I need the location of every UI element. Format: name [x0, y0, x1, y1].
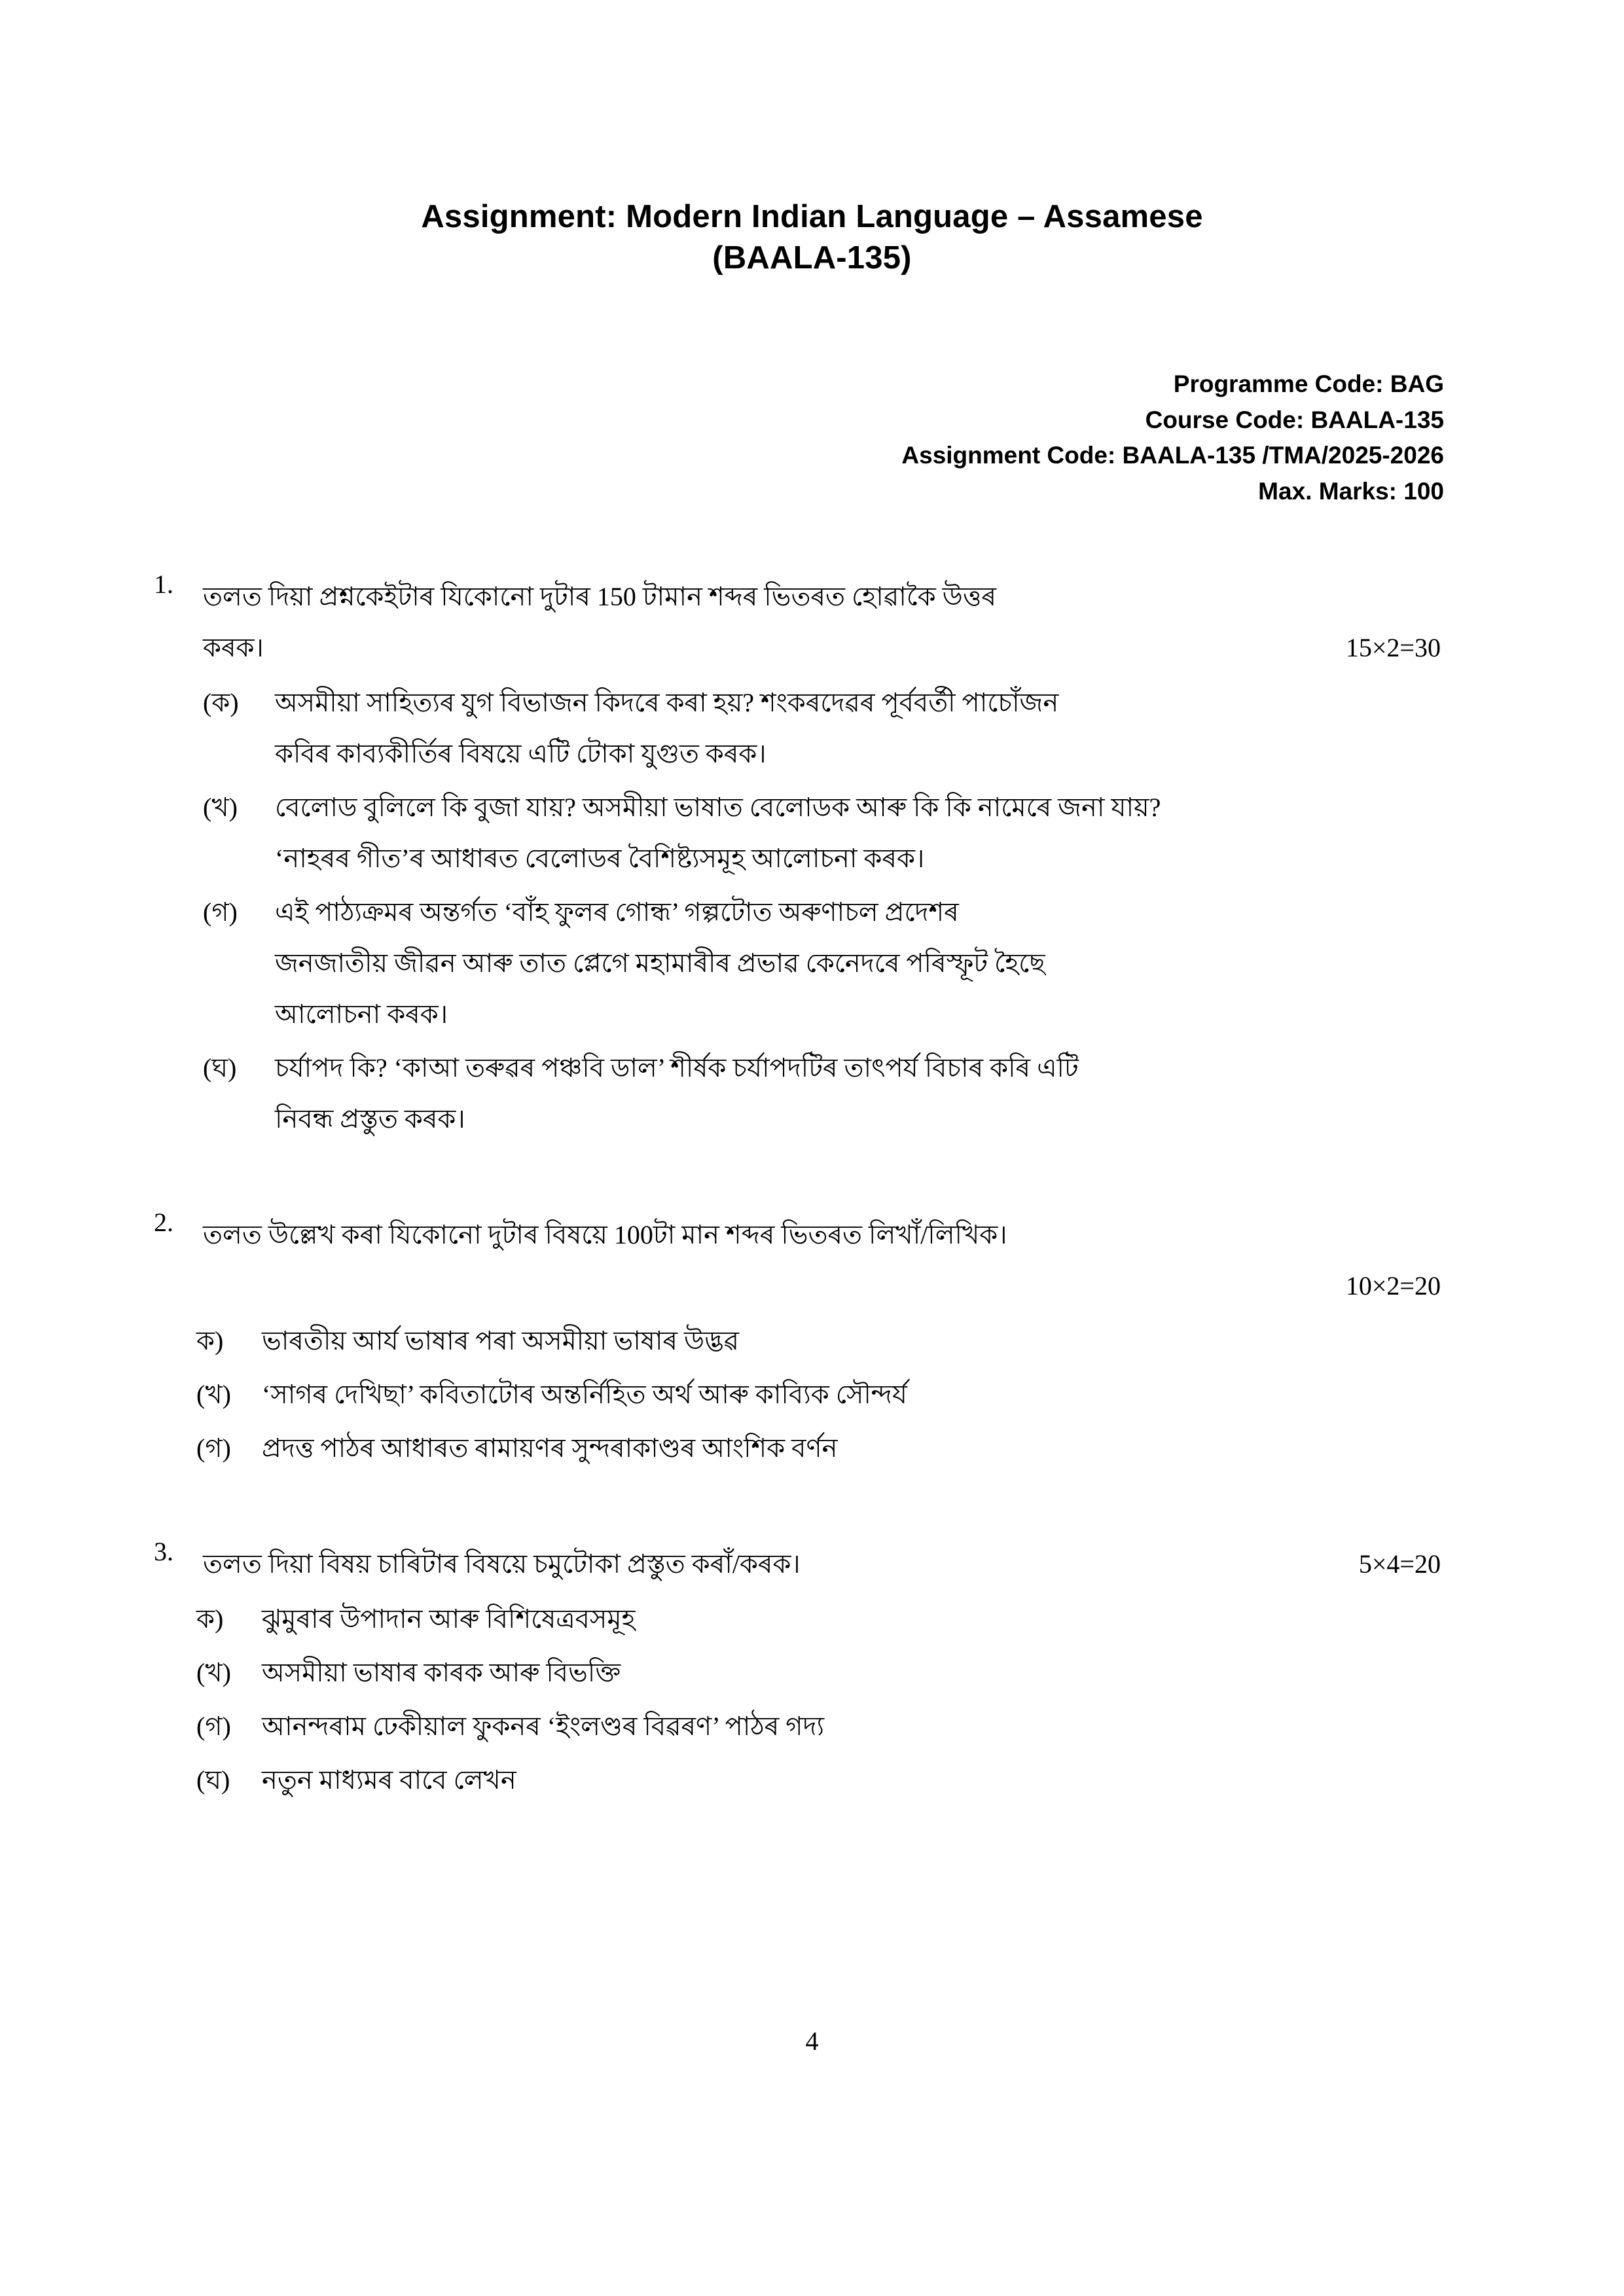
question-block [0, 571, 1624, 673]
question-number: 3. [154, 1536, 173, 1566]
question-marks: 15×2=30 [1345, 632, 1441, 662]
page-title-line-1: Assignment: Modern Indian Language – Assamese [421, 199, 1203, 234]
title-block [0, 0, 1624, 278]
sub-question-item [0, 1423, 1624, 1474]
question-number: 1. [154, 569, 173, 599]
sub-question-line: অসমীয়া সাহিত্যৰ যুগ বিভাজন কিদৰে কৰা হয়? শংকৰদেৱৰ পূৰ্ববৰ্তী পাচোঁজন [275, 687, 1059, 717]
sub-question-item [0, 887, 1624, 1040]
sub-question-item [0, 1316, 1624, 1367]
question-number: 2. [154, 1207, 173, 1237]
programme-code: Programme Code: BAG [1173, 370, 1444, 398]
sub-question-line: প্ৰদত্ত পাঠৰ আধাৰত ৰামায়ণৰ সুন্দৰাকাণ্ডৰ আংশিক বৰ্ণন [262, 1433, 838, 1463]
question-stem-line: তলত দিয়া প্ৰশ্নকেইটাৰ যিকোনো দুটাৰ 150 টামান শব্দৰ ভিতৰত হোৱাকৈ উত্তৰ [203, 581, 996, 611]
sub-question-line: নিবন্ধ প্ৰস্তুত কৰক। [275, 1103, 465, 1134]
sub-question-list [0, 677, 1624, 1145]
assignment-code: Assignment Code: BAALA-135 /TMA/2025-2026 [901, 442, 1444, 469]
sub-question-label: (ক) [203, 687, 239, 717]
question-stem-line-with-marks [203, 1539, 1441, 1590]
question-marks-row [0, 1261, 1624, 1312]
sub-question-line: জনজাতীয় জীৱন আৰু তাত প্লেগে মহামাৰীৰ প্ৰভাৱ কেনেদৰে পৰিস্ফূট হৈছে [275, 948, 1045, 978]
sub-question-label: ক) [196, 1604, 224, 1634]
sub-question-item [0, 1594, 1624, 1645]
sub-question-label: (গ) [203, 897, 238, 927]
sub-question-line: ‘নাহৰৰ গীত’ৰ আধাৰত বেলোডৰ বৈশিষ্ট্যসমূহ আলোচনা কৰক। [275, 843, 925, 873]
sub-question-line: অসমীয়া ভাষাৰ কাৰক আৰু বিভক্তি [262, 1657, 621, 1687]
sub-question-item [0, 1701, 1624, 1752]
sub-question-label: (গ) [196, 1711, 231, 1741]
question-stem [203, 1210, 1441, 1261]
sub-question-item [0, 677, 1624, 780]
sub-question-line: আনন্দৰাম ঢেকীয়াল ফুকনৰ ‘ইংলণ্ডৰ বিৱৰণ’ পাঠৰ গদ্য [262, 1711, 825, 1741]
sub-question-item [0, 1647, 1624, 1698]
question-stem-line-with-marks [203, 622, 1441, 673]
sub-question-label: ক) [196, 1325, 224, 1355]
section-spacer [0, 1147, 1624, 1210]
sub-question-item [0, 1043, 1624, 1145]
sub-question-label: (গ) [196, 1433, 231, 1463]
max-marks: Max. Marks: 100 [1258, 477, 1444, 505]
sub-question-item [0, 782, 1624, 884]
sub-question-label: (খ) [196, 1657, 231, 1687]
sub-question-line: আলোচনা কৰক। [275, 999, 448, 1029]
sub-question-label: (খ) [203, 792, 238, 822]
sub-question-line: কবিৰ কাব্যকীৰ্তিৰ বিষয়ে এটি টোকা যুগুত কৰক। [275, 738, 767, 768]
question-stem-line: তলত উল্লেখ কৰা যিকোনো দুটাৰ বিষয়ে 100টা মান শব্দৰ ভিতৰত লিখাঁ/লিখিক। [203, 1219, 1007, 1249]
question-stem-line: তলত দিয়া বিষয় চাৰিটাৰ বিষয়ে চমুটোকা প্ৰস্তুত কৰাঁ/কৰক। [203, 1549, 801, 1579]
sub-question-item [0, 1369, 1624, 1420]
sub-question-line: এই পাঠ্যক্ৰমৰ অন্তৰ্গত ‘বাঁহ ফুলৰ গোন্ধ’ গল্পটোত অৰুণাচল প্ৰদেশৰ [275, 897, 959, 927]
question-stem [203, 1539, 1441, 1590]
sub-question-line: ‘সাগৰ দেখিছা’ কবিতাটোৰ অন্তৰ্নিহিত অৰ্থ আৰু কাব্যিক সৌন্দৰ্য [262, 1379, 907, 1409]
question-block [0, 1207, 1624, 1261]
sub-question-label: (ঘ) [196, 1765, 230, 1795]
assignment-meta-block [0, 367, 1624, 509]
question-block [0, 1536, 1624, 1590]
question-marks: 10×2=20 [1345, 1270, 1441, 1300]
sub-question-line: ভাৰতীয় আৰ্য ভাষাৰ পৰা অসমীয়া ভাষাৰ উদ্ভৱ [262, 1325, 739, 1355]
course-code: Course Code: BAALA-135 [1145, 406, 1444, 433]
sub-question-list [0, 1594, 1624, 1806]
sub-question-item [0, 1755, 1624, 1806]
sub-question-line: চৰ্যাপদ কি? ‘কাআ তৰুৱৰ পঞ্চবি ডাল’ শীৰ্ষক চৰ্যাপদটিৰ তাৎপৰ্য বিচাৰ কৰি এটি [275, 1052, 1079, 1083]
question-stem [203, 571, 1441, 673]
sub-question-list [0, 1316, 1624, 1474]
question-list [0, 571, 1624, 1806]
sub-question-label: (ঘ) [203, 1052, 237, 1083]
sub-question-line: নতুন মাধ্যমৰ বাবে লেখন [262, 1765, 516, 1795]
sub-question-line: ঝুমুৰাৰ উপাদান আৰু বিশিষেত্ৰবসমূহ [262, 1604, 636, 1634]
question-stem-line: কৰক। [203, 632, 264, 662]
sub-question-line: বেলোড বুলিলে কি বুজা যায়? অসমীয়া ভাষাত বেলোডক আৰু কি কি নামেৰে জনা যায়? [275, 792, 1161, 822]
page-number: 4 [805, 2026, 819, 2056]
page-title-line-2: (BAALA-135) [712, 240, 912, 276]
question-marks: 5×4=20 [1358, 1549, 1441, 1579]
sub-question-label: (খ) [196, 1379, 231, 1409]
section-spacer [0, 1477, 1624, 1539]
